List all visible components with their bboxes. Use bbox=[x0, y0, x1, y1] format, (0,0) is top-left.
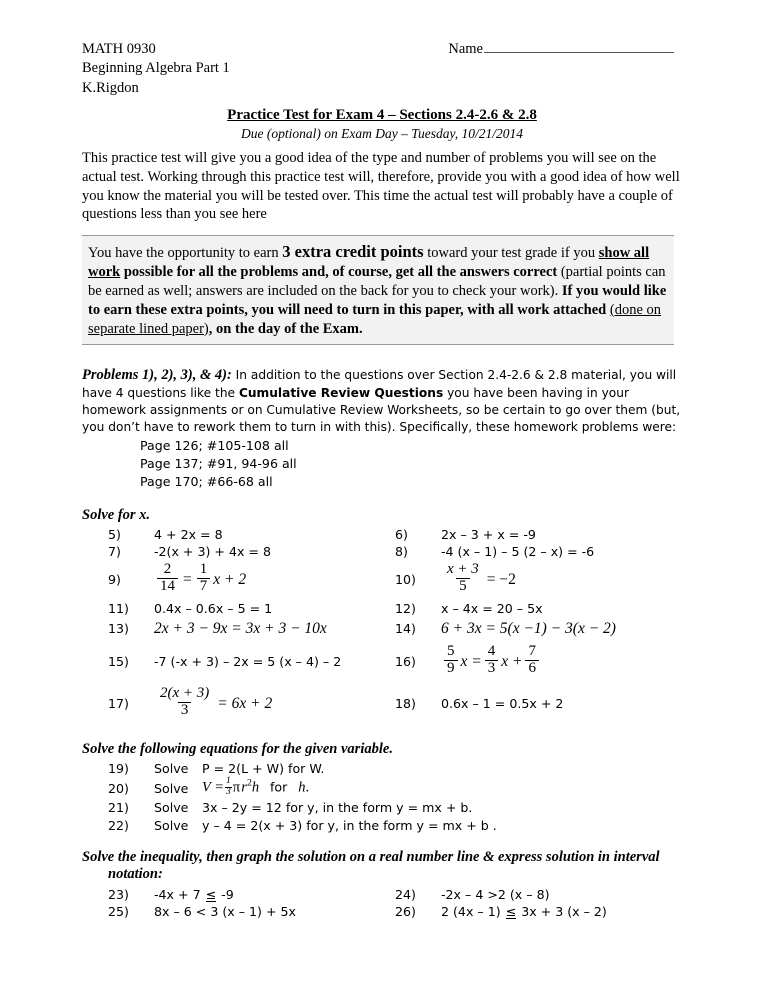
section-heading-inequality: Solve the inequality, then graph the solution on a real number line & express solution in interval bbox=[82, 848, 660, 865]
problem-number: 13) bbox=[108, 621, 129, 637]
inequality-pre: 2 (4x – 1) bbox=[441, 903, 505, 919]
problem-number: 23) bbox=[108, 886, 129, 902]
inequality-post: 3x + 3 (x – 2) bbox=[517, 903, 607, 919]
problem-13 bbox=[108, 620, 395, 638]
problem-26 bbox=[395, 904, 682, 919]
ec-bold3: , on the day of the Exam. bbox=[208, 320, 363, 337]
homework-page-list bbox=[82, 437, 682, 491]
problem-22 bbox=[108, 817, 682, 835]
fraction bbox=[485, 644, 499, 676]
problem-row bbox=[108, 526, 682, 543]
fraction-numerator: x + 3 bbox=[447, 561, 479, 578]
problem-row bbox=[108, 617, 682, 641]
problems-intro-lead: Problems 1), 2), 3), & 4): bbox=[82, 367, 232, 384]
fraction-numerator: 7 bbox=[528, 643, 536, 660]
problem-25 bbox=[108, 904, 395, 919]
problem-body bbox=[154, 887, 234, 902]
problem-body: -4 (x – 1) – 5 (2 – x) = -6 bbox=[441, 543, 595, 559]
problem-number: 7) bbox=[108, 543, 121, 559]
list-item: Page 170; #66-68 all bbox=[140, 473, 273, 489]
instructor-name: K.Rigdon bbox=[82, 79, 139, 96]
problem-number: 12) bbox=[395, 600, 416, 616]
less-or-equal-icon: ≤ bbox=[505, 903, 517, 919]
solve-label: Solve bbox=[154, 780, 189, 796]
problem-body: 4 + 2x = 8 bbox=[154, 526, 223, 542]
problem-body: 2x + 3 − 9x = 3x + 3 − 10x bbox=[154, 619, 327, 637]
ec-emphasis: 3 extra credit points bbox=[282, 242, 424, 262]
problem-number: 15) bbox=[108, 654, 129, 670]
problem-10 bbox=[395, 563, 682, 595]
problem-body: -2(x + 3) + 4x = 8 bbox=[154, 543, 272, 559]
problem-14 bbox=[395, 620, 682, 638]
problem-body bbox=[154, 563, 246, 595]
problem-number: 8) bbox=[395, 543, 408, 559]
solve-label: Solve bbox=[154, 818, 189, 834]
list-item: Page 126; #105-108 all bbox=[140, 437, 289, 453]
fraction bbox=[444, 644, 458, 676]
fraction-denominator: 3 bbox=[226, 786, 231, 797]
fraction-denominator: 9 bbox=[444, 660, 458, 677]
fraction-numerator: 2 bbox=[163, 561, 172, 578]
fraction bbox=[525, 644, 539, 676]
problem-number: 24) bbox=[395, 886, 416, 902]
problem-body: V = $\frac{1}{3}$ π $r^2h$ for h. bbox=[202, 775, 310, 797]
expression-tail: = −2 bbox=[486, 570, 516, 588]
problem-7 bbox=[108, 544, 395, 559]
problem-body: 3x – 2y = 12 for y, in the form y = mx + b. bbox=[202, 800, 473, 816]
page-subtitle: Due (optional) on Exam Day – Tuesday, 10/21/2014 bbox=[241, 125, 523, 141]
problems-intro-block bbox=[82, 365, 682, 435]
extra-credit-box bbox=[82, 235, 674, 345]
problem-row bbox=[108, 683, 682, 725]
problem-number: 16) bbox=[395, 654, 416, 670]
inequality-grid bbox=[82, 886, 682, 920]
problems-intro-text1: In addition to the questions over Section 2.4-2.6 & 2.8 material, you will have 4 questions like the bbox=[82, 368, 677, 401]
problem-12 bbox=[395, 601, 682, 616]
problem-number: 10) bbox=[395, 572, 416, 588]
equals-sign: = bbox=[183, 570, 192, 588]
problem-number: 11) bbox=[108, 600, 129, 616]
fraction bbox=[157, 562, 178, 594]
name-blank-line[interactable] bbox=[484, 41, 674, 53]
fraction-denominator: 14 bbox=[157, 578, 178, 595]
problem-number: 21) bbox=[108, 800, 129, 816]
problem-body: 2x – 3 + x = -9 bbox=[441, 526, 536, 542]
problem-24 bbox=[395, 887, 682, 902]
inequality-pre: 8x – 6 < 3 (x – 1) + 5x bbox=[154, 903, 296, 919]
inequality-pre: -2x – 4 >2 (x – 8) bbox=[441, 886, 550, 902]
problem-body bbox=[154, 904, 298, 919]
solve-label: Solve bbox=[154, 800, 189, 816]
problem-number: 19) bbox=[108, 761, 129, 777]
problem-row bbox=[108, 903, 682, 920]
fraction-numerator: 4 bbox=[487, 643, 496, 660]
expression-tail: x + 2 bbox=[213, 570, 247, 588]
fraction-denominator: 7 bbox=[197, 578, 211, 595]
fraction bbox=[444, 562, 482, 594]
document-content bbox=[82, 40, 682, 920]
problem-body bbox=[154, 687, 274, 719]
problem-body bbox=[441, 563, 518, 595]
problem-11 bbox=[108, 601, 395, 616]
problem-body: 6 + 3x = 5(x −1) − 3(x − 2) bbox=[441, 619, 616, 637]
expression-mid: x = bbox=[460, 652, 482, 670]
problem-number: 26) bbox=[395, 903, 416, 919]
ec-text-part4: (partial points can be earned as well; answers are included on the back for you to check your work). bbox=[88, 264, 666, 299]
problems-intro-text2: you have been having in your homework assignments or on Cumulative Review Worksheets, so be certain to go over them (but, you don’t have to rework them to turn in with this). Specifically, these homework problems were: bbox=[82, 386, 681, 435]
expression-tail: = 6x + 2 bbox=[217, 694, 273, 712]
ec-text-part1: You have the opportunity to earn bbox=[88, 245, 283, 262]
problem-17 bbox=[108, 687, 395, 719]
solve-label: Solve bbox=[154, 761, 189, 777]
problem-body: 0.4x – 0.6x – 5 = 1 bbox=[154, 600, 273, 616]
fraction-denominator: 3 bbox=[178, 702, 192, 719]
cumulative-review-emphasis: Cumulative Review Questions bbox=[238, 386, 444, 401]
problem-23 bbox=[108, 887, 395, 902]
problem-body bbox=[441, 904, 607, 919]
problem-row bbox=[108, 641, 682, 683]
inequality-post: -9 bbox=[217, 886, 234, 902]
problem-20 bbox=[108, 775, 682, 799]
problem-number: 5) bbox=[108, 526, 121, 542]
less-or-equal-icon: ≤ bbox=[205, 886, 217, 902]
problem-number: 25) bbox=[108, 903, 129, 919]
problem-number: 17) bbox=[108, 696, 129, 712]
course-name: Beginning Algebra Part 1 bbox=[82, 60, 230, 77]
problem-9 bbox=[108, 563, 395, 595]
section-heading-solve-for-x: Solve for x. bbox=[82, 506, 151, 523]
course-info-block bbox=[82, 40, 230, 98]
fraction-numerator: 2(x + 3) bbox=[160, 685, 210, 702]
ec-text-part2: toward your test grade if you bbox=[423, 245, 599, 262]
problem-row bbox=[108, 600, 682, 617]
problem-number: 9) bbox=[108, 572, 121, 588]
fraction-denominator: 3 bbox=[485, 660, 499, 677]
solve-variable-list bbox=[82, 760, 682, 835]
fraction bbox=[225, 777, 232, 797]
ec-show-all-work: show all work bbox=[88, 245, 650, 281]
fraction-denominator: 5 bbox=[456, 578, 470, 595]
ec-bold2: If you would like to earn these extra points, you will need to turn in this paper, with all work attached bbox=[88, 282, 667, 318]
title-block bbox=[82, 106, 682, 142]
problem-body: y – 4 = 2(x + 3) for y, in the form y = mx + b . bbox=[202, 818, 497, 834]
fraction-denominator: 6 bbox=[525, 660, 539, 677]
intro-paragraph: This practice test will give you a good idea of the type and number of problems you will see on the actual test. Working through this practice test will, therefore, provide you with a good idea of how well you know the material you will be tested over. This time the actual test will probably have a couple of questions less than you see here bbox=[82, 149, 680, 223]
name-label: Name bbox=[448, 41, 483, 57]
problem-body bbox=[441, 645, 542, 677]
ec-underlined-note: (done on separate lined paper) bbox=[88, 301, 662, 337]
problem-18 bbox=[395, 696, 682, 711]
fraction-numerator: 1 bbox=[226, 775, 231, 786]
problem-number: 6) bbox=[395, 526, 408, 542]
problem-body: 0.6x – 1 = 0.5x + 2 bbox=[441, 696, 564, 712]
problem-15 bbox=[108, 654, 395, 669]
course-code: MATH 0930 bbox=[82, 41, 156, 57]
list-item: Page 137; #91, 94-96 all bbox=[140, 455, 297, 471]
inequality-pre: -4x + 7 bbox=[154, 886, 205, 902]
fraction-numerator: 5 bbox=[447, 643, 455, 660]
problem-number: 20) bbox=[108, 780, 129, 796]
solve-for-x-grid bbox=[82, 526, 682, 725]
problem-body bbox=[441, 887, 552, 902]
fraction bbox=[157, 686, 212, 718]
problem-body: x – 4x = 20 – 5x bbox=[441, 600, 543, 616]
problem-21 bbox=[108, 799, 682, 817]
expression-mid2: x + bbox=[501, 652, 523, 670]
section-heading-solve-variable: Solve the following equations for the given variable. bbox=[82, 740, 393, 757]
problem-8 bbox=[395, 544, 682, 559]
problem-body: P = 2(L + W) for W. bbox=[202, 761, 325, 777]
ec-text-part3: possible for all the problems and, of course, get all the answers correct bbox=[120, 264, 558, 281]
problem-19 bbox=[108, 760, 682, 778]
problem-body: -7 (-x + 3) – 2x = 5 (x – 4) – 2 bbox=[154, 654, 342, 670]
name-field-block bbox=[448, 41, 674, 58]
page-title: Practice Test for Exam 4 – Sections 2.4-2.6 & 2.8 bbox=[227, 106, 537, 123]
problem-row bbox=[108, 560, 682, 600]
problem-6 bbox=[395, 527, 682, 542]
problem-number: 18) bbox=[395, 696, 416, 712]
problem-number: 14) bbox=[395, 621, 416, 637]
document-header bbox=[82, 40, 682, 98]
fraction-numerator: 1 bbox=[199, 561, 208, 578]
problem-number: 22) bbox=[108, 818, 129, 834]
problem-row bbox=[108, 543, 682, 560]
fraction bbox=[197, 562, 211, 594]
problem-16 bbox=[395, 645, 682, 677]
problem-row bbox=[108, 886, 682, 903]
section-heading-inequality-line2: notation: bbox=[108, 865, 163, 882]
problem-5 bbox=[108, 527, 395, 542]
